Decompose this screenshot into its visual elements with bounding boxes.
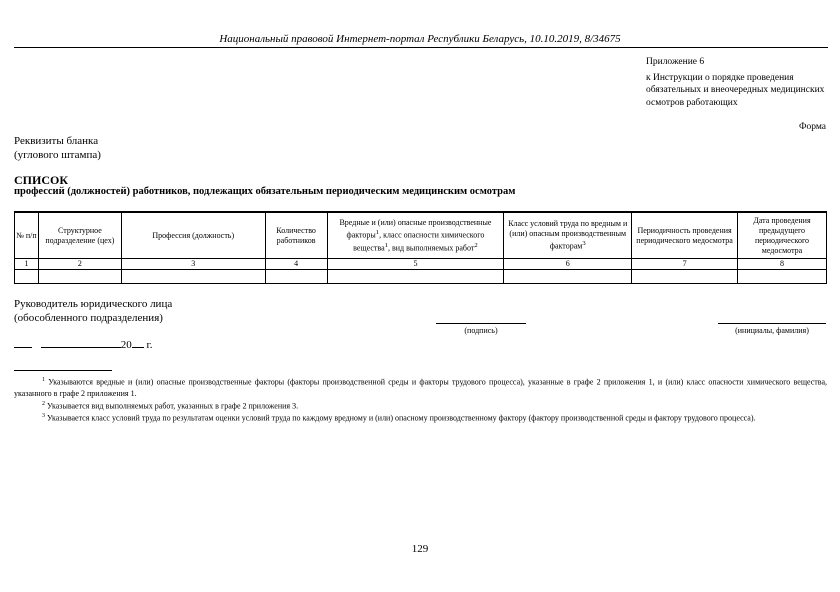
signature-caption: (подпись) xyxy=(464,326,498,335)
name-field-line xyxy=(718,315,826,324)
number-cell: 7 xyxy=(632,259,738,270)
empty-cell xyxy=(504,270,632,284)
appendix-reference: к Инструкции о порядке проведения обязательных и внеочередных медицинских осмотров работающих xyxy=(646,72,825,108)
requisites-line2: (углового штампа) xyxy=(14,149,101,161)
signature-field-line xyxy=(436,315,526,324)
signature-line1: Руководитель юридического лица xyxy=(14,298,173,310)
number-cell: 8 xyxy=(738,259,827,270)
table-header-row xyxy=(15,212,827,259)
empty-cell xyxy=(15,270,39,284)
number-cell: 4 xyxy=(265,259,327,270)
header-rule xyxy=(14,47,828,48)
empty-cell xyxy=(632,270,738,284)
footnote-2-text: Указывается вид выполняемых работ, указанных в графе 2 приложения 3. xyxy=(47,401,299,411)
footnote-3: $^3$ Указывается класс условий труда по результатам оценки условий труда по каждому вредному и (или) опасному производственному фактору (фактору производственной среды и фактору трудового процесса). xyxy=(42,413,756,423)
empty-cell xyxy=(327,270,504,284)
forma-label: Форма xyxy=(798,122,826,132)
header-source: Национальный правовой Интернет-портал Республики Беларусь, 10.10.2019, 8/34675 xyxy=(219,33,621,45)
number-cell: 2 xyxy=(38,259,121,270)
requisites-block xyxy=(14,134,101,162)
document-subtitle: профессий (должностей) работников, подлежащих обязательным периодическим медицинским осмотрам xyxy=(14,186,516,197)
appendix-title: Приложение 6 xyxy=(646,57,705,67)
header-cell-class: Класс условий труда по вредным и (или) опасным производственным факторам$^3$ xyxy=(504,212,632,259)
requisites-line1: Реквизиты бланка xyxy=(14,135,99,147)
empty-cell xyxy=(38,270,121,284)
header-cell-factors: Вредные и (или) опасные производственные факторы$^1$, класс опасности химического вещества$^1$, вид выполняемых работ$^2$ xyxy=(327,212,504,259)
year-blank xyxy=(132,337,144,348)
signature-line2: (обособленного подразделения) xyxy=(14,312,163,324)
document-title: СПИСОК xyxy=(14,173,69,187)
number-cell: 1 xyxy=(15,259,39,270)
appendix-block xyxy=(646,56,836,109)
page-number: 129 xyxy=(411,543,429,555)
month-blank xyxy=(41,337,121,348)
number-cell: 3 xyxy=(121,259,265,270)
number-cell: 6 xyxy=(504,259,632,270)
professions-table xyxy=(14,211,827,284)
footnote-1: $^1$ Указываются вредные и (или) опасные производственные факторы (факторы производственной среды и факторы трудового процесса), указанные в графе 2 приложения 1, и (или) класс опасности химического вещества, указанного в графе 2 приложения 1. xyxy=(14,377,827,398)
header-cell-department: Структурное подразделение (цех) xyxy=(38,212,121,259)
footnote-3-text: Указывается класс условий труда по результатам оценки условий труда по каждому вредному и (или) опасному производственному фактору (фактору производственной среды и фактору трудового процесса). xyxy=(47,413,756,423)
header-cell-date: Дата проведения предыдущего периодического медосмотра xyxy=(738,212,827,259)
day-blank xyxy=(14,337,32,348)
number-cell: 5 xyxy=(327,259,504,270)
table-empty-row xyxy=(15,270,827,284)
header-cell-periodicity: Периодичность проведения периодического медосмотра xyxy=(632,212,738,259)
name-caption: (инициалы, фамилия) xyxy=(735,326,809,335)
header-cell-number: № п/п xyxy=(15,212,39,259)
header-cell-profession: Профессия (должность) xyxy=(121,212,265,259)
footnote-1-text: Указываются вредные и (или) опасные производственные факторы (факторы производственной среды и факторы трудового процесса), указанные в графе 2 приложения 1, и (или) класс опасности химического вещества, указанного в графе 2 приложения 1. xyxy=(14,377,827,398)
footnotes-block xyxy=(14,375,827,424)
date-line xyxy=(14,337,153,351)
date-year-prefix: 20 xyxy=(120,339,132,351)
footnote-rule xyxy=(14,370,112,371)
empty-cell xyxy=(121,270,265,284)
header-cell-count: Количество работников xyxy=(265,212,327,259)
footnote-2: $^2$ Указывается вид выполняемых работ, указанных в графе 2 приложения 3. xyxy=(42,400,299,411)
date-suffix: г. xyxy=(143,339,153,351)
table-number-row xyxy=(15,259,827,270)
empty-cell xyxy=(265,270,327,284)
empty-cell xyxy=(738,270,827,284)
signature-block xyxy=(14,297,172,325)
